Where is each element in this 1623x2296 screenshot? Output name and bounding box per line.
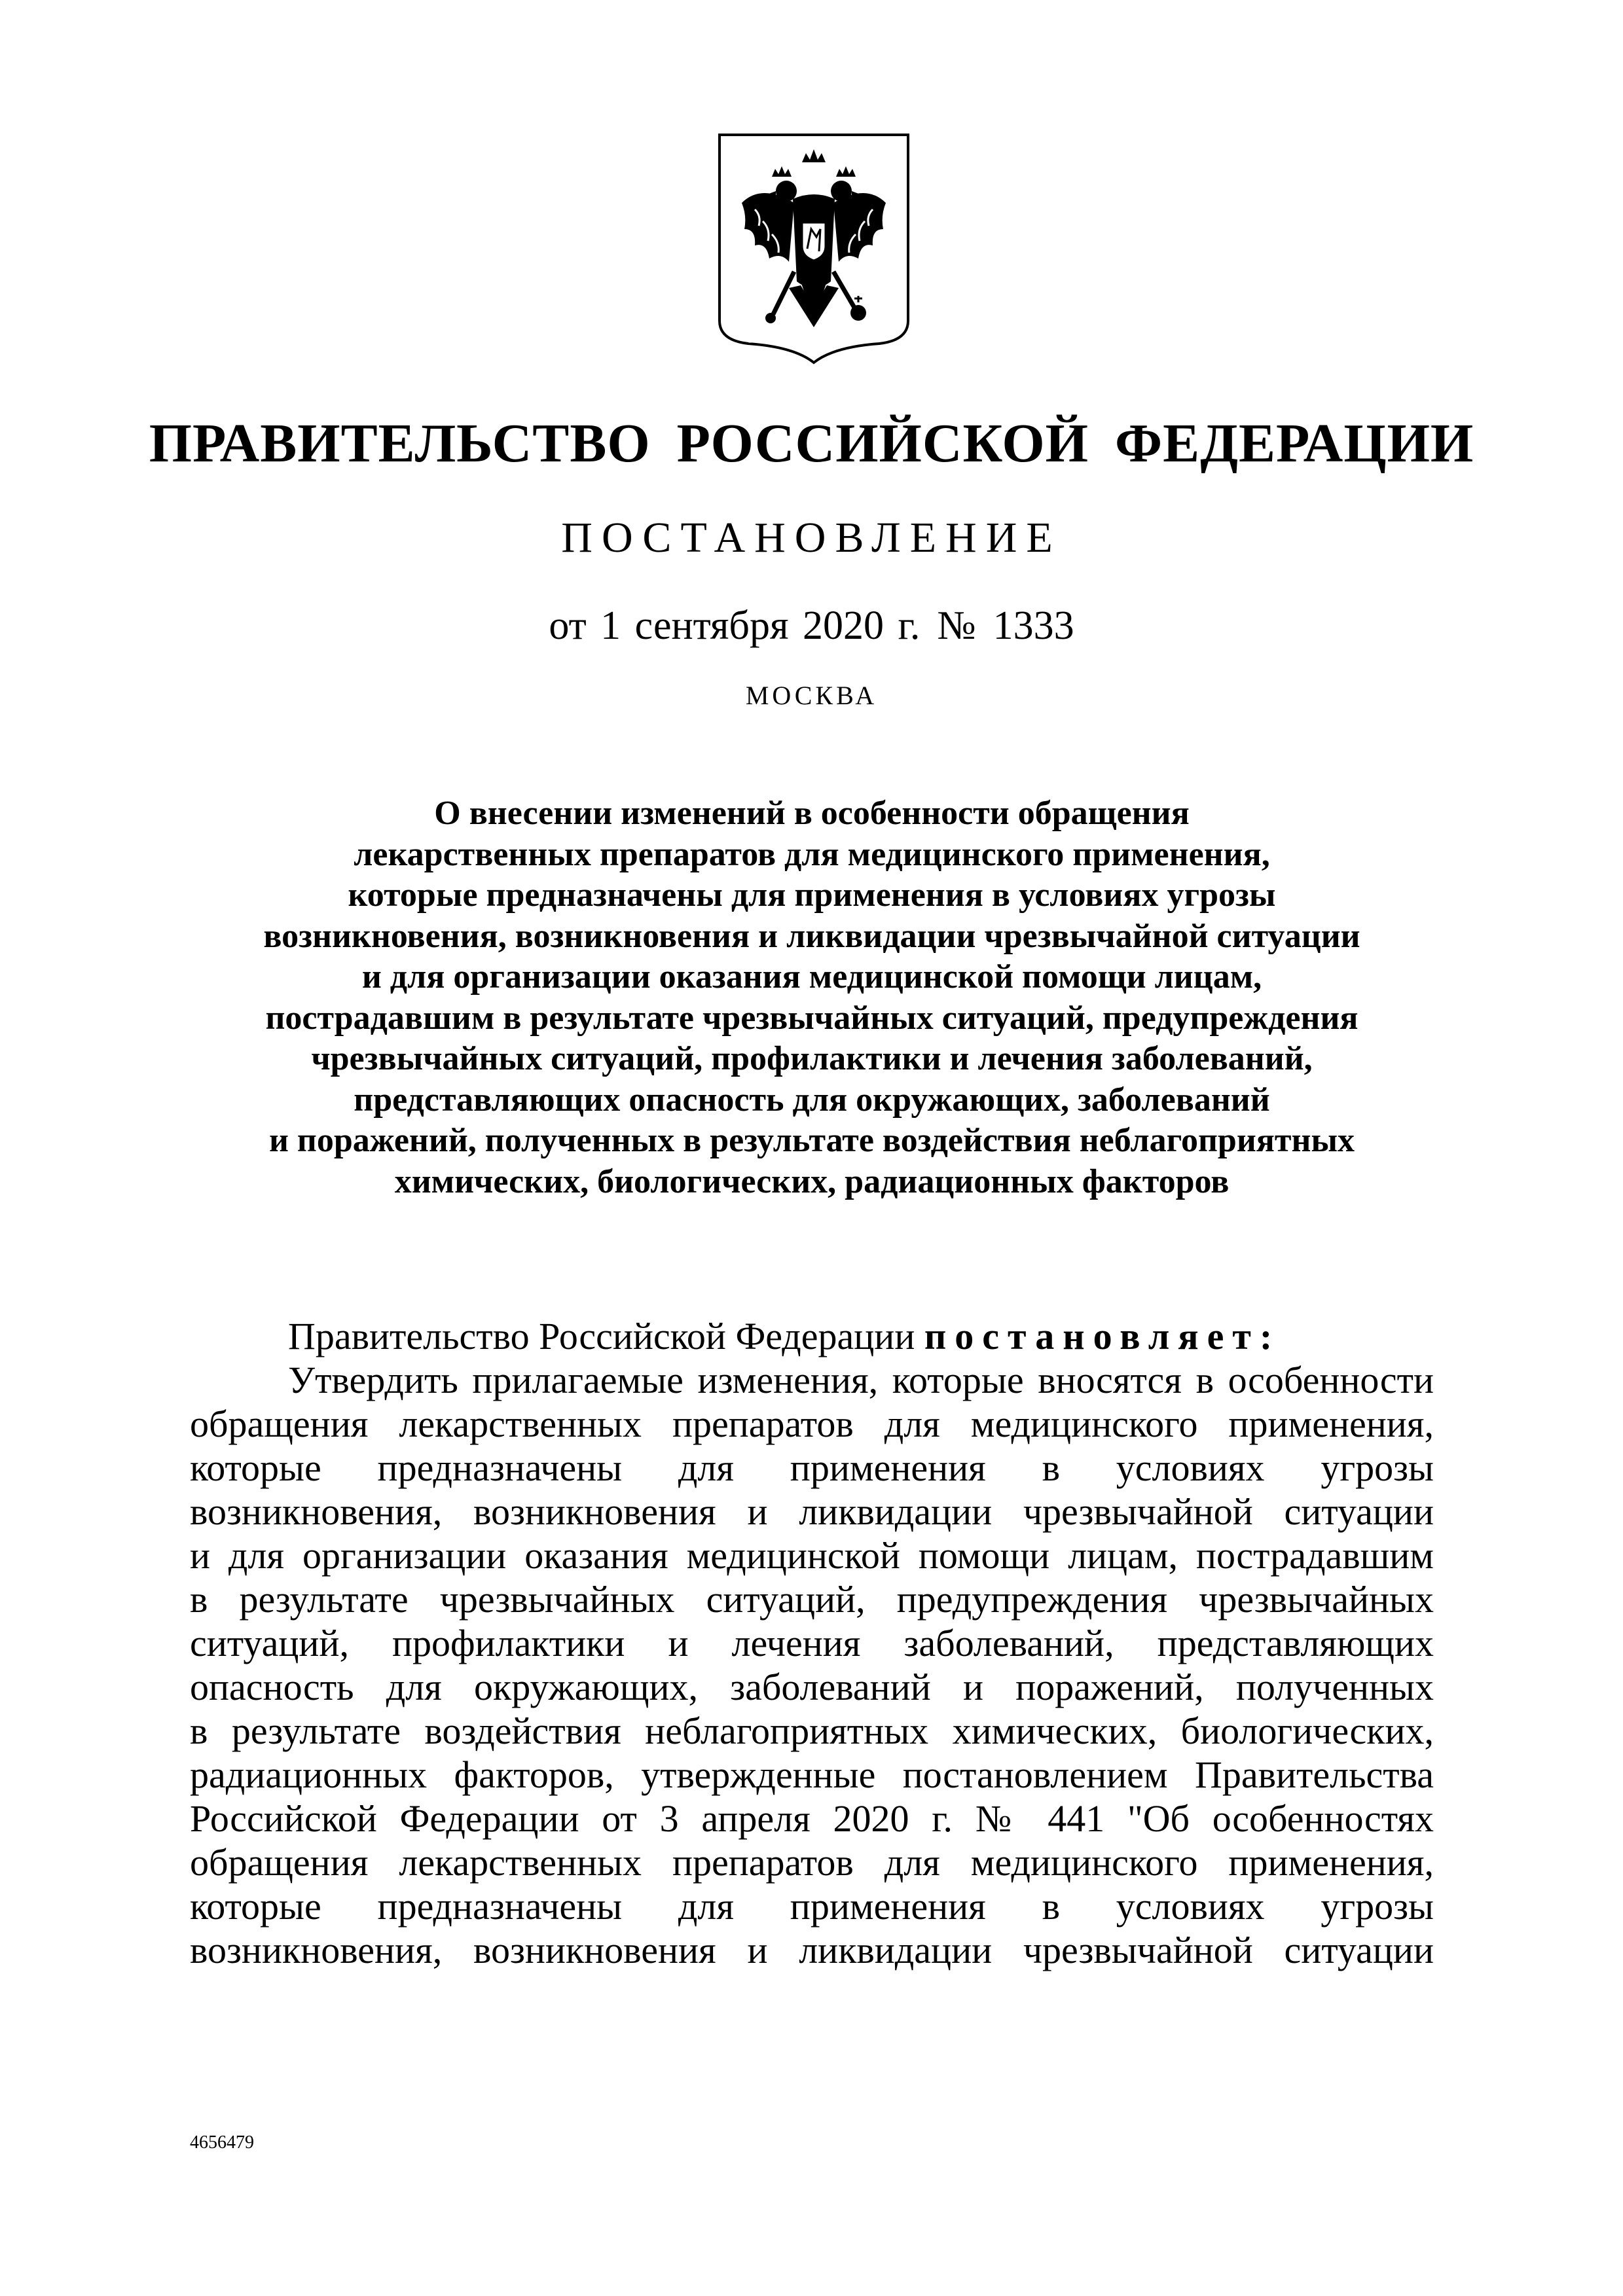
subject-line: представляющих опасность для окружающих, заболеваний: [354, 1081, 1270, 1119]
body-line: и для организации оказания медицинской помощи лицам, пострадавшим: [190, 1534, 1434, 1577]
subject-line: чрезвычайных ситуаций, профилактики и лечения заболеваний,: [311, 1040, 1313, 1077]
document-city: МОСКВА: [745, 681, 878, 710]
body-line: в результате чрезвычайных ситуаций, предупреждения чрезвычайных: [190, 1578, 1434, 1621]
document-body: [190, 1314, 1434, 1972]
body-line: в результате воздействия неблагоприятных химических, биологических,: [190, 1710, 1434, 1752]
body-line: обращения лекарственных препаратов для медицинского применения,: [190, 1841, 1434, 1884]
document-type: ПОСТАНОВЛЕНИЕ: [561, 514, 1062, 562]
government-title: ПРАВИТЕЛЬСТВО РОССИЙСКОЙ ФЕДЕРАЦИИ: [149, 413, 1474, 474]
body-line: опасность для окружающих, заболеваний и поражений, полученных: [190, 1666, 1434, 1708]
body-line: Утвердить прилагаемые изменения, которые вносятся в особенности: [288, 1359, 1434, 1401]
subject-line: О внесении изменений в особенности обращения: [434, 795, 1190, 832]
double-headed-eagle-icon: [716, 131, 912, 367]
subject-line: которые предназначены для применения в условиях угрозы: [348, 876, 1276, 914]
number-label: №: [937, 603, 976, 648]
body-line: ситуаций, профилактики и лечения заболеваний, представляющих: [190, 1622, 1434, 1664]
subject-line: возникновения, возникновения и ликвидации чрезвычайной ситуации: [263, 917, 1360, 955]
coat-of-arms-emblem: [716, 131, 912, 367]
body-line: возникновения, возникновения и ликвидации чрезвычайной ситуации: [190, 1490, 1434, 1533]
body-line: которые предназначены для применения в условиях угрозы: [190, 1885, 1434, 1928]
document-subject: [170, 793, 1453, 1202]
subject-line: и поражений, полученных в результате воздействия неблагоприятных: [268, 1122, 1355, 1159]
body-line: обращения лекарственных препаратов для медицинского применения,: [190, 1403, 1434, 1445]
body-line: которые предназначены для применения в условиях угрозы: [190, 1446, 1434, 1489]
document-date: от 1 сентября 2020 г.: [549, 603, 921, 648]
document-code: 4656479: [190, 2132, 254, 2153]
body-line: радиационных факторов, утвержденные постановлением Правительства: [190, 1753, 1434, 1796]
subject-line: пострадавшим в результате чрезвычайных ситуаций, предупреждения: [265, 999, 1359, 1037]
subject-line: и для организации оказания медицинской помощи лицам,: [361, 958, 1262, 996]
body-line: Российской Федерации от 3 апреля 2020 г. № 441 "Об особенностях: [190, 1797, 1434, 1840]
document-number: 1333: [993, 603, 1074, 648]
body-line: возникновения, возникновения и ликвидации чрезвычайной ситуации: [190, 1929, 1434, 1971]
decree-word: постановляет:: [924, 1315, 1281, 1357]
subject-line: лекарственных препаратов для медицинского применения,: [354, 835, 1270, 873]
body-intro-line: [190, 1314, 1434, 1358]
subject-line: химических, биологических, радиационных факторов: [394, 1162, 1230, 1200]
body-intro: Правительство Российской Федерации: [288, 1315, 915, 1357]
document-date-line: [0, 601, 1623, 651]
